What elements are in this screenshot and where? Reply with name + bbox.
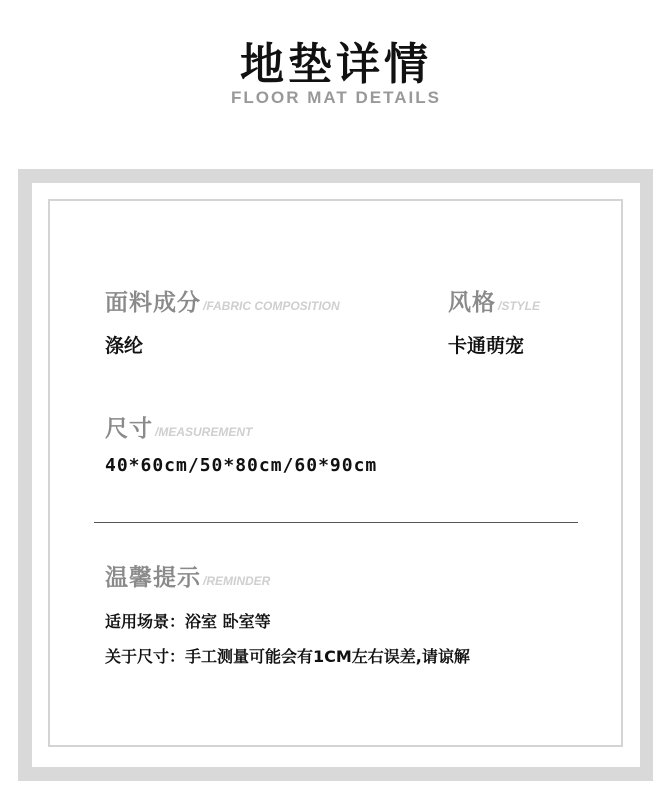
page-subtitle: FLOOR MAT DETAILS xyxy=(231,88,441,107)
reminder-label-cn: 温馨提示 xyxy=(105,565,201,591)
size-label-en: /MEASUREMENT xyxy=(155,425,253,439)
reminder-label-en: /REMINDER xyxy=(203,574,271,588)
size-value: 40*60cm/50*80cm/60*90cm xyxy=(105,455,378,476)
fabric-value: 涤纶 xyxy=(105,335,144,357)
size-label xyxy=(105,410,252,443)
style-value: 卡通萌宠 xyxy=(448,335,525,357)
fabric-label-en: /FABRIC COMPOSITION xyxy=(203,299,340,313)
style-label xyxy=(448,284,540,317)
fabric-label xyxy=(105,284,340,317)
reminder-label xyxy=(105,559,270,592)
divider xyxy=(94,522,578,523)
size-label-cn: 尺寸 xyxy=(105,416,153,442)
style-label-en: /STYLE xyxy=(498,299,541,313)
page-title: 地垫详情 xyxy=(240,39,432,90)
reminder-size-note: 关于尺寸：手工测量可能会有1CM左右误差,请谅解 xyxy=(105,647,470,666)
reminder-scene: 适用场景：浴室 卧室等 xyxy=(105,612,271,631)
style-label-cn: 风格 xyxy=(448,290,496,316)
fabric-label-cn: 面料成分 xyxy=(105,290,201,316)
